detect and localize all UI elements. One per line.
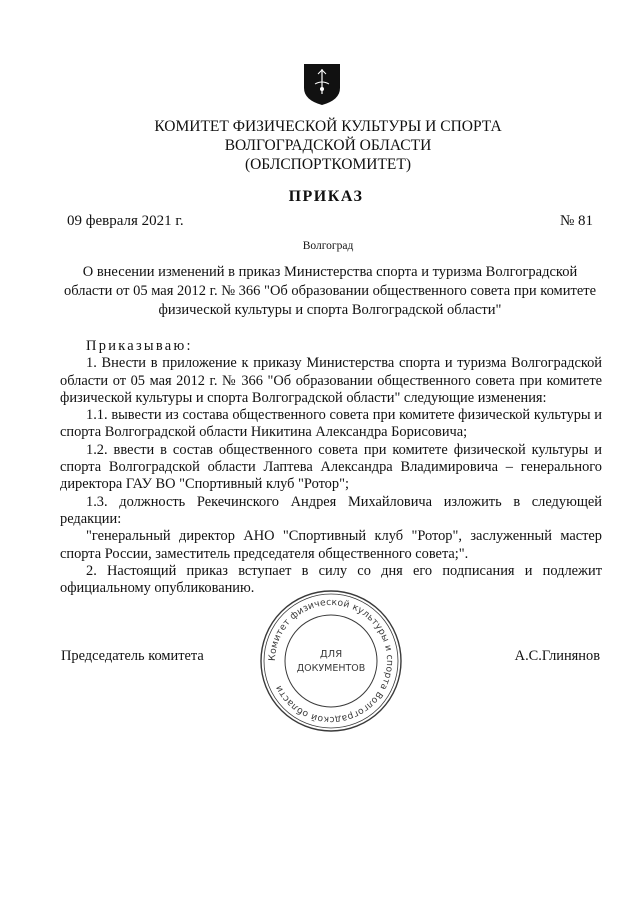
org-name-line3: (ОБЛСПОРТКОМИТЕТ) <box>244 156 412 173</box>
stamp-center-line2: ДОКУМЕНТОВ <box>296 663 366 674</box>
document-body <box>60 338 602 597</box>
stamp-center-line1: ДЛЯ <box>319 649 343 660</box>
document-number: № 81 <box>559 213 593 229</box>
document-title: ПРИКАЗ <box>288 188 364 205</box>
paragraph-1-1: 1.1. вывести из состава общественного совета при комитете физической культуры и спорта Волгоградской области Никитина Александра Борисовича; <box>60 407 602 441</box>
paragraph-1: 1. Внести в приложение к приказу Министерства спорта и туризма Волгоградской области от 05 мая 2012 г. № 366 "Об образовании общественного совета при комитете физической культуры и спорта Волгоградской области" следующие изменения: <box>60 355 602 406</box>
order-word: Приказываю: <box>86 338 193 354</box>
official-stamp <box>256 586 406 736</box>
signature-name: А.С.Глинянов <box>514 648 600 664</box>
paragraph-1-3: 1.3. должность Рекечинского Андрея Михайловича изложить в следующей редакции: <box>60 493 602 527</box>
paragraph-1-3-quote: "генеральный директор АНО "Спортивный клуб "Ротор", заслуженный мастер спорта России, заместитель председателя общественного совета;". <box>60 528 602 562</box>
org-name-line1: КОМИТЕТ ФИЗИЧЕСКОЙ КУЛЬТУРЫ И СПОРТА <box>154 118 502 135</box>
stamp-ring-text: Комитет физической культуры и спорта Волгоградской области <box>266 596 396 726</box>
document-subject: О внесении изменений в приказ Министерства спорта и туризма Волгоградской области от 05 мая 2012 г. № 366 "Об образовании общественного совета при комитете физической культуры и спорта Волгоградской области" <box>63 264 597 318</box>
paragraph-2: 2. Настоящий приказ вступает в силу со дня его подписания и подлежит официальному опубликованию. <box>60 562 602 597</box>
signature-position: Председатель комитета <box>61 648 204 664</box>
paragraph-1-2: 1.2. ввести в состав общественного совета при комитете физической культуры и спорта Волгоградской области Лаптева Александра Владимировича – генерального директора ГАУ ВО "Спортивный клуб "Ротор"; <box>60 441 602 493</box>
org-name-line2: ВОЛГОГРАДСКОЙ ОБЛАСТИ <box>224 137 432 154</box>
document-city: Волгоград <box>302 240 354 252</box>
document-date: 09 февраля 2021 г. <box>67 213 184 229</box>
svg-text:Комитет физической культуры и <box>267 597 395 725</box>
coat-of-arms-icon <box>302 62 342 106</box>
